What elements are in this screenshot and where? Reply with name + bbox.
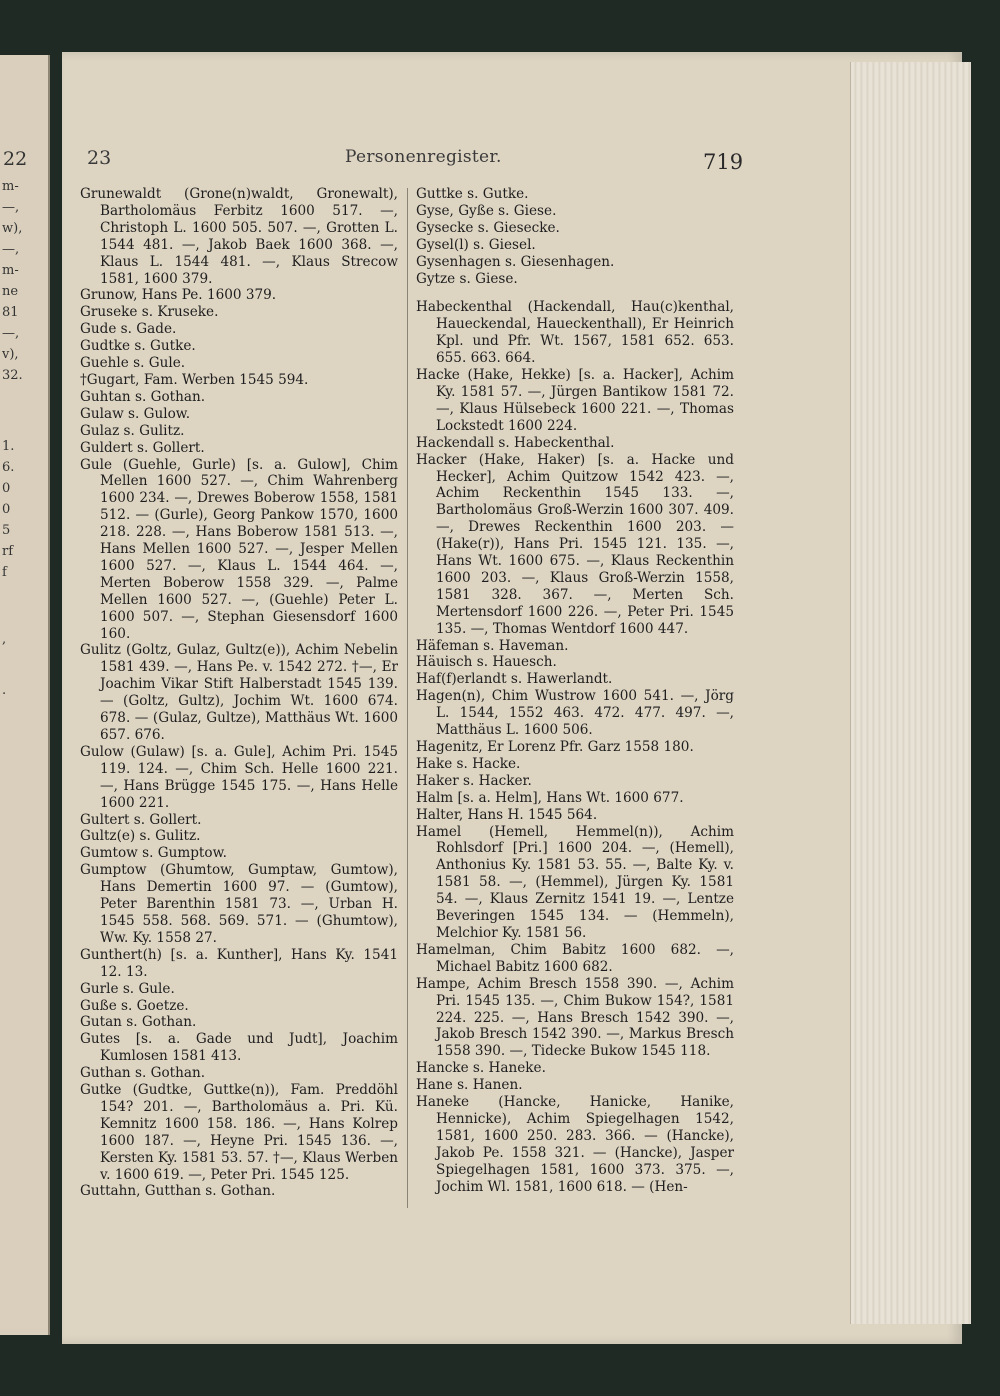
index-entry: Guhtan s. Gothan. [80, 388, 206, 405]
previous-page-fragment: . [2, 683, 7, 698]
index-entry: Gudtke s. Gutke. [80, 338, 196, 355]
column-divider [407, 188, 408, 1208]
index-entry: Gysel(l) s. Giesel. [416, 236, 536, 253]
previous-page-fragment: ne [2, 284, 19, 299]
running-head: Personenregister. [345, 147, 502, 167]
previous-page-edge [0, 55, 50, 1335]
index-entry: Gulaz s. Gulitz. [80, 422, 185, 439]
index-entry: Hackendall s. Habeckenthal. [416, 434, 615, 451]
index-entry: Halter, Hans H. 1545 564. [416, 806, 598, 823]
index-column-right [416, 186, 734, 1195]
index-entry: Gumtow s. Gumptow. [80, 845, 227, 862]
previous-page-fragment: 6. [2, 460, 15, 475]
index-entry: Hagen(n), Chim Wustrow 1600 541. —, Jörg L. 1544, 1552 463. 472. 477. 497. —, Matthäus L. 1600 506. [416, 688, 734, 739]
previous-page-fragment: 1. [2, 439, 15, 454]
previous-page-fragment: 5 [2, 523, 11, 538]
index-entry: Gultert s. Gollert. [80, 811, 202, 828]
previous-page-fragment: 81 [2, 305, 19, 320]
previous-page-fragment: m- [2, 179, 19, 194]
previous-page-fragment: —, [2, 326, 20, 341]
section-gap [416, 287, 734, 299]
previous-page-fragment: , [2, 632, 7, 647]
index-entry: Gutke (Gudtke, Guttke(n)), Fam. Preddöhl 154? 201. —, Bartholomäus a. Pri. Kü. Kemnitz 1600 158. 186. —, Hans Kolrep 1600 187. —, Heyne Pri. 1545 136. —, Kersten Ky. 1581 53. 57. †—, Klaus Werben v. 1600 619. —, Peter Pri. 1545 125. [80, 1082, 398, 1183]
index-entry: †Gugart, Fam. Werben 1545 594. [80, 371, 309, 388]
previous-page-fragment: w), [2, 221, 23, 236]
page-number: 719 [703, 150, 744, 174]
index-entry: Gulaw s. Gulow. [80, 405, 191, 422]
previous-page-fragment: v), [2, 347, 19, 362]
index-entry: Hacker (Hake, Haker) [s. a. Hacke und Hecker], Achim Quitzow 1542 423. —, Achim Reckenthin 1545 133. —, Bartholomäus Groß-Werzin 1600 307. 409. —, Drewes Reckenthin 1600 203. — (Hake(r)), Hans Pri. 1545 121. 135. —, Hans Wt. 1600 675. —, Klaus Reckenthin 1600 203. —, Klaus Groß-Werzin 1558, 1581 328. 367. —, Merten Sch. Mertensdorf 1600 226. —, Peter Pri. 1545 135. —, Thomas Wentdorf 1600 447. [416, 451, 734, 637]
previous-page-fragment: 32. [2, 368, 23, 383]
index-entry: Gultz(e) s. Gulitz. [80, 828, 201, 845]
index-entry: Haf(f)erlandt s. Hawerlandt. [416, 671, 613, 688]
index-entry: Guße s. Goetze. [80, 997, 189, 1014]
index-entry: Gysecke s. Giesecke. [416, 219, 560, 236]
header-left-number: 23 [87, 147, 112, 169]
index-entry: Haker s. Hacker. [416, 772, 532, 789]
index-entry: Gytze s. Giese. [416, 270, 518, 287]
index-entry: Guthan s. Gothan. [80, 1065, 206, 1082]
previous-page-fragment: rf [2, 544, 14, 559]
previous-page-fragment: 0 [2, 481, 11, 496]
index-entry: Gysenhagen s. Giesenhagen. [416, 253, 615, 270]
index-entry: Guldert s. Gollert. [80, 439, 205, 456]
index-entry: Guttahn, Gutthan s. Gothan. [80, 1183, 276, 1200]
index-entry: Gulow (Gulaw) [s. a. Gule], Achim Pri. 1545 119. 124. —, Chim Sch. Helle 1600 221. —, Hans Brügge 1545 175. —, Hans Helle 1600 221. [80, 743, 398, 811]
index-entry: Hake s. Hacke. [416, 755, 521, 772]
index-entry: Gutan s. Gothan. [80, 1014, 197, 1031]
index-entry: Haneke (Hancke, Hanicke, Hanike, Hennicke), Achim Spiegelhagen 1542, 1581, 1600 250. 283. 366. — (Hancke), Jakob Pe. 1558 321. — (Hancke), Jasper Spiegelhagen 1581, 1600 373. 375. —, Jochim Wl. 1581, 1600 618. — (Hen- [416, 1094, 734, 1195]
index-entry: Grunow, Hans Pe. 1600 379. [80, 287, 277, 304]
index-entry: Gutes [s. a. Gade und Judt], Joachim Kumlosen 1581 413. [80, 1031, 398, 1065]
index-entry: Gule (Guehle, Gurle) [s. a. Gulow], Chim Mellen 1600 527. —, Chim Wahrenberg 1600 234. —, Drewes Boberow 1558, 1581 512. — (Gurle), Georg Pankow 1570, 1600 218. 228. —, Hans Boberow 1581 513. —, Hans Mellen 1600 527. —, Jesper Mellen 1600 527. —, Klaus L. 1544 464. —, Merten Boberow 1558 329. —, Palme Mellen 1600 527. —, (Guehle) Peter L. 1600 507. —, Stephan Giesensdorf 1600 160. [80, 456, 398, 642]
index-entry: Halm [s. a. Helm], Hans Wt. 1600 677. [416, 789, 684, 806]
index-entry: Gumptow (Ghumtow, Gumptaw, Gumtow), Hans Demertin 1600 97. — (Gumtow), Peter Barenthin 1581 73. —, Urban H. 1545 558. 568. 569. 571. — (Ghumtow), Ww. Ky. 1558 27. [80, 862, 398, 946]
previous-page-number: 22 [3, 148, 28, 170]
index-entry: Hagenitz, Er Lorenz Pfr. Garz 1558 180. [416, 739, 694, 755]
index-entry: Gruseke s. Kruseke. [80, 304, 219, 321]
previous-page-fragment: f [2, 565, 7, 580]
previous-page-fragment: —, [2, 200, 20, 215]
index-entry: Grunewaldt (Grone(n)waldt, Gronewalt), Bartholomäus Ferbitz 1600 517. —, Christoph L. 1600 505. 507. —, Grotten L. 1544 481. —, Jakob Baek 1600 368. —, Klaus L. 1544 481. —, Klaus Strecow 1581, 1600 379. [80, 186, 398, 287]
index-entry: Hancke s. Haneke. [416, 1060, 546, 1077]
index-entry: Guttke s. Gutke. [416, 186, 529, 202]
previous-page-fragment: m- [2, 263, 19, 278]
index-entry: Gyse, Gyße s. Giese. [416, 202, 557, 219]
index-entry: Gurle s. Gule. [80, 980, 175, 997]
index-entry: Gulitz (Goltz, Gulaz, Gultz(e)), Achim Nebelin 1581 439. —, Hans Pe. v. 1542 272. †—, Er Joachim Vikar Stift Halberstadt 1545 139. — (Goltz, Gultz), Jochim Wt. 1600 674. 678. — (Gulaz, Gultze), Matthäus Wt. 1600 657. 676. [80, 642, 398, 743]
index-entry: Hamelman, Chim Babitz 1600 682. —, Michael Babitz 1600 682. [416, 941, 734, 975]
index-entry: Gude s. Gade. [80, 321, 177, 338]
previous-page-fragment: —, [2, 242, 20, 257]
index-entry: Habeckenthal (Hackendall, Hau(c)kenthal, Haueckendal, Haueckenthall), Er Heinrich Kpl. und Pfr. Wt. 1567, 1581 652. 653. 655. 663. 664. [416, 299, 734, 367]
index-entry: Hane s. Hanen. [416, 1077, 523, 1094]
index-column-left [80, 186, 398, 1200]
index-entry: Häuisch s. Hauesch. [416, 654, 557, 671]
page-block-edge [850, 62, 971, 1324]
index-entry: Hamel (Hemell, Hemmel(n)), Achim Rohlsdorf [Pri.] 1600 204. —, (Hemell), Anthonius Ky. 1581 53. 55. —, Balte Ky. v. 1581 58. —, (Hemmel), Jürgen Ky. 1581 54. —, Klaus Zernitz 1541 19. —, Lentze Beveringen 1545 134. — (Hemmeln), Melchior Ky. 1581 56. [416, 823, 734, 941]
index-entry: Hacke (Hake, Hekke) [s. a. Hacker], Achim Ky. 1581 57. —, Jürgen Bantikow 1581 72. —, Klaus Hülsebeck 1600 221. —, Thomas Lockstedt 1600 224. [416, 367, 734, 434]
previous-page-fragment: 0 [2, 502, 11, 517]
index-entry: Häfeman s. Haveman. [416, 637, 569, 654]
index-entry: Guehle s. Gule. [80, 355, 186, 372]
index-entry: Gunthert(h) [s. a. Kunther], Hans Ky. 1541 12. 13. [80, 946, 398, 980]
index-entry: Hampe, Achim Bresch 1558 390. —, Achim Pri. 1545 135. —, Chim Bukow 154?, 1581 224. 225. —, Hans Bresch 1542 390. —, Jakob Bresch 1542 390. —, Markus Bresch 1558 390. —, Tidecke Bukow 1545 118. [416, 975, 734, 1060]
